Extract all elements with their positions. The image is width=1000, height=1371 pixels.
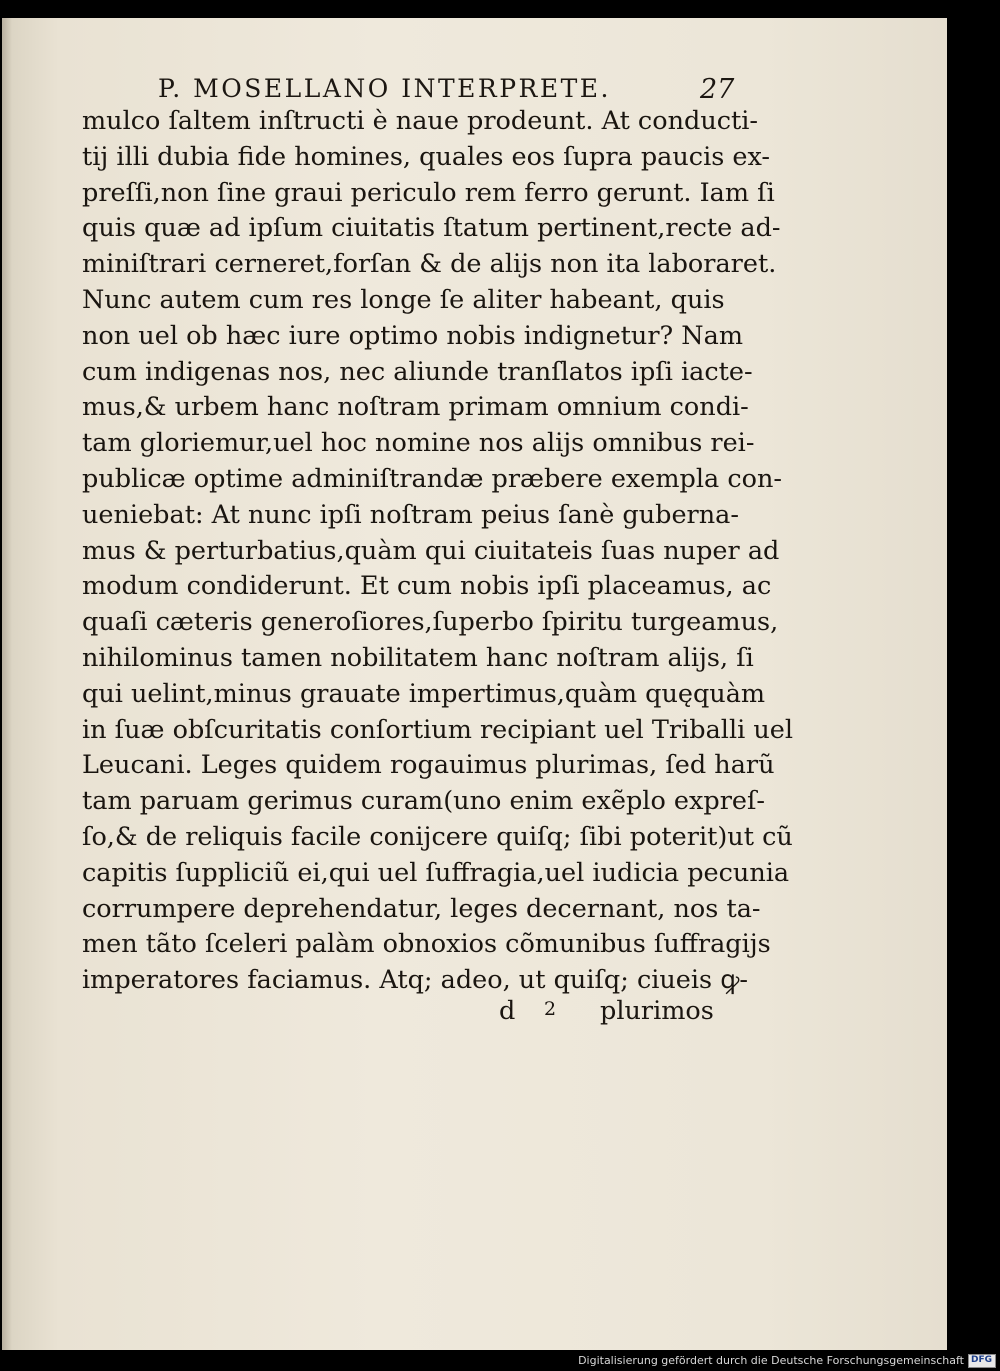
- catchword: plurimos: [600, 996, 714, 1026]
- text-line: mulco ſaltem inſtructi è naue prodeunt. At conducti-: [82, 106, 759, 136]
- text-line: corrumpere deprehendatur, leges decernant, nos ta-: [82, 893, 761, 924]
- running-head-title: P. MOSELLANO INTERPRETE.: [158, 74, 611, 103]
- page-number: 27: [700, 74, 735, 105]
- body-text: [82, 104, 794, 999]
- text-line: tij illi dubia fide homines, quales eos ſupra paucis ex-: [82, 141, 771, 172]
- text-line: tam gloriemur,uel hoc nomine nos alijs omnibus rei-: [82, 428, 755, 459]
- page-gutter-shadow: [2, 18, 12, 1350]
- text-line: quis quæ ad ipſum ciuitatis ſtatum pertinent,recte ad-: [82, 213, 781, 244]
- text-line: mus,& urbem hanc noſtram primam omnium condi-: [82, 392, 749, 423]
- text-line: nihilominus tamen nobilitatem hanc noſtram alijs, ſi: [82, 642, 754, 673]
- text-line: cum indigenas nos, nec aliunde tranſlatos ipſi iacte-: [82, 356, 753, 387]
- text-line: mus & perturbatius,quàm qui ciuitateis ſuas nuper ad: [82, 535, 780, 566]
- signature-mark-number: 2: [544, 998, 557, 1020]
- text-line: publicæ optime adminiſtrandæ præbere exempla con-: [82, 463, 783, 494]
- signature-mark-letter: d: [499, 996, 516, 1026]
- text-line: tam paruam gerimus curam(uno enim exẽplo expreſ-: [82, 786, 766, 817]
- text-line: imperatores faciamus. Atq; adeo, ut quiſq; ciueis ꝙ-: [82, 965, 749, 996]
- text-line: capitis ſuppliciũ ei,qui uel ſuffragia,uel iudicia pecunia: [82, 857, 790, 888]
- text-line: qui uelint,minus grauate impertimus,quàm quęquàm: [82, 678, 766, 709]
- digitization-footer: [0, 1352, 1000, 1371]
- text-line: quaſi cæteris generoſiores,ſuperbo ſpiritu turgeamus,: [82, 607, 779, 638]
- dfg-logo-text: DFG: [971, 1355, 993, 1365]
- text-line: Nunc autem cum res longe ſe aliter habeant, quis: [82, 284, 725, 315]
- text-line: in ſuæ obſcuritatis conſortium recipiant uel Triballi uel: [82, 714, 794, 745]
- text-line: preſſi,non ſine graui periculo rem ferro gerunt. Iam ſi: [82, 177, 775, 208]
- book-page: [2, 18, 947, 1350]
- text-line: miniſtrari cerneret,forſan & de alijs non ita laboraret.: [82, 249, 777, 280]
- dfg-logo-icon: [968, 1354, 996, 1368]
- text-line: Leucani. Leges quidem rogauimus plurimas, ſed harũ: [82, 750, 775, 781]
- text-line: men tãto ſceleri palàm obnoxios cõmunibus ſuffragijs: [82, 929, 771, 960]
- text-line: ſo,& de reliquis facile conijcere quiſq; ſibi poterit)ut cũ: [82, 821, 793, 852]
- text-line: ueniebat: At nunc ipſi noſtram peius ſanè guberna-: [82, 499, 739, 530]
- text-line: non uel ob hæc iure optimo nobis indignetur? Nam: [82, 320, 743, 351]
- running-head: [2, 62, 947, 108]
- text-line: modum condiderunt. Et cum nobis ipſi placeamus, ac: [82, 571, 772, 602]
- funding-credit: Digitalisierung gefördert durch die Deutsche Forschungsgemeinschaft: [578, 1354, 964, 1367]
